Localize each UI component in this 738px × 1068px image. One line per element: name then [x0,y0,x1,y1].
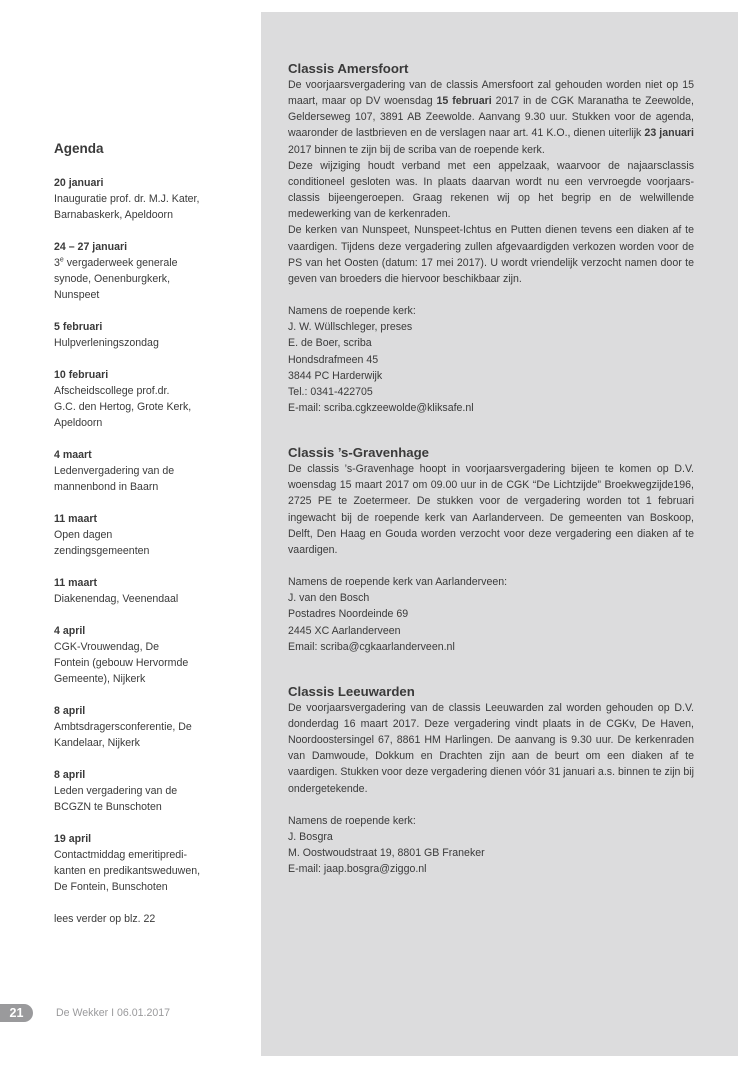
paragraph-text: 2017 binnen te zijn bij de scriba van de roepende kerk. [288,143,545,156]
section-paragraph: De voorjaarsvergadering van de classis Leeuwarden zal worden gehouden op D.V. donderdag 16 maart 2017. Deze vergadering vindt plaats in de CGKv, De Haven, Noordoostersingel 67, 8861 HM Harlingen. De aanvang is 9.30 uur. De kerkenraden van Damwoude, Dokkum en Drachten zijn aan de beurt om een diaken af te vaardigen. Stukken voor deze vergadering dienen vóór 31 januari a.s. binnen te zijn bij ondergetekende. [288,701,694,795]
agenda-date: 5 februari [54,321,103,333]
signature-block [288,303,694,416]
agenda-description: Apeldoorn [54,417,103,429]
agenda-description [54,255,254,271]
section-paragraph: De kerken van Nunspeet, Nunspeet-Ichtus en Putten dienen tevens een diaken af te vaardigen. Tijdens deze vergadering zullen afgevaardigden verkozen worden voor de PS van het Oosten (datum: 17 mei 2017). U wordt vriendelijk verzocht namen door te geven van broeders die hiervoor beschikbaar zijn. [288,224,694,285]
page-footer [0,1002,260,1024]
section-title: Classis Leeuwarden [288,683,415,699]
agenda-item [54,319,254,351]
agenda-item [54,623,254,687]
agenda-title: Agenda [54,141,104,156]
agenda-description: Hulpverleningszondag [54,337,159,349]
classis-gravenhage-section [288,444,694,655]
signature-email: Email: scriba@cgkaarlanderveen.nl [288,640,455,653]
section-paragraph [288,77,694,158]
agenda-date: 11 maart [54,513,97,525]
signature-line: 2445 XC Aarlanderveen [288,624,401,637]
section-title: Classis Amersfoort [288,61,409,76]
agenda-item [54,175,254,223]
agenda-item [54,575,254,607]
signature-block [288,813,694,878]
agenda-date: 24 – 27 januari [54,241,128,253]
signature-block [288,574,694,655]
agenda-ordinal-suffix: e [59,256,64,264]
agenda-item [54,831,254,895]
continued-note: lees verder op blz. 22 [54,913,156,925]
signature-email: E-mail: scriba.cgkzeewolde@kliksafe.nl [288,401,474,414]
agenda-item [54,703,254,751]
agenda-date: 8 april [54,705,86,717]
agenda-date: 19 april [54,833,92,845]
agenda-description: Ambtsdragersconferentie, De [54,721,192,733]
agenda-description: De Fontein, Bunschoten [54,881,168,893]
signature-line: Namens de roepende kerk: [288,814,416,827]
signature-line: Tel.: 0341-422705 [288,385,373,398]
signature-line: Namens de roepende kerk: [288,305,416,318]
paragraph-text: De voorjaarsvergadering van de classis Amersfoort zal gehouden worden niet op 15 maart, maar op DV woensdag [288,79,694,108]
agenda-description: Inauguratie prof. dr. M.J. Kater, [54,193,200,205]
signature-line: E. de Boer, scriba [288,337,372,350]
signature-line: Namens de roepende kerk van Aarlanderveen: [288,576,508,589]
agenda-description-rest: vergaderweek generale [63,257,178,269]
signature-line: J. van den Bosch [288,592,370,605]
signature-line: 3844 PC Harderwijk [288,369,383,382]
agenda-description: kanten en predikantsweduwen, [54,865,201,877]
agenda-item [54,767,254,815]
agenda-description: BCGZN te Bunschoten [54,801,162,813]
classis-leeuwarden-section [288,683,694,878]
classis-amersfoort-section [288,60,694,416]
agenda-description: Open dagen [54,529,113,541]
agenda-description: Contactmiddag emeritipredi- [54,849,188,861]
paragraph-text: 2017 in de CGK Maranatha te Zeewolde, Gelderseweg 107, 3891 AB Zeewolde. Aanvang 9.30 uur. Stukken voor de agenda, waaronder de lastbrieven en de verslagen naar art. 41 K.O., dienen uiterlijk [288,95,694,140]
section-paragraph: Deze wijziging houdt verband met een appelzaak, waarvoor de najaarsclassis conditioneel gesloten was. In plaats daarvan wordt nu een vervroegde voorjaars-classis bijeengeroepen. Graag rekenen wij op het begrip en de welwillende medewerking van de kerkenraden. [288,159,694,221]
agenda-description: synode, Oenenburgkerk, [54,273,171,285]
agenda-description: Nunspeet [54,289,100,301]
agenda-ordinal: 3 [54,257,60,269]
signature-line: Postadres Noordeinde 69 [288,608,409,621]
bold-date: 15 februari [436,95,492,108]
agenda-item [54,511,254,559]
agenda-date: 8 april [54,769,86,781]
agenda-description: zendingsgemeenten [54,545,150,557]
agenda-description: Kandelaar, Nijkerk [54,737,140,749]
agenda-description: Afscheidscollege prof.dr. [54,385,170,397]
agenda-description: mannenbond in Baarn [54,481,159,493]
agenda-date: 20 januari [54,177,104,189]
section-title: Classis ’s-Gravenhage [288,445,429,461]
signature-email: E-mail: jaap.bosgra@ziggo.nl [288,863,427,876]
page-number-badge: 21 [0,1004,33,1022]
publication-info: De Wekker I 06.01.2017 [56,1007,171,1019]
agenda-date: 10 februari [54,369,109,381]
signature-line: M. Oostwoudstraat 19, 8801 GB Franeker [288,847,485,860]
agenda-date: 4 maart [54,449,92,461]
agenda-date: 11 maart [54,577,97,589]
agenda-column [54,140,254,927]
agenda-description: Leden vergadering van de [54,785,178,797]
agenda-description: CGK-Vrouwendag, De [54,641,160,653]
main-column [288,60,694,905]
agenda-description: G.C. den Hertog, Grote Kerk, [54,401,192,413]
agenda-item [54,367,254,431]
bold-date: 23 januari [644,127,694,140]
agenda-description: Diakenendag, Veenendaal [54,593,179,605]
signature-line: Hondsdrafmeen 45 [288,353,379,366]
agenda-description: Barnabaskerk, Apeldoorn [54,209,173,221]
agenda-item [54,239,254,303]
signature-line: J. Bosgra [288,830,333,843]
agenda-description: Fontein (gebouw Hervormde [54,657,189,669]
agenda-description: Ledenvergadering van de [54,465,175,477]
section-paragraph: De classis ’s-Gravenhage hoopt in voorjaarsvergadering bijeen te komen op D.V. woensdag 15 maart 2017 om 09.00 uur in de CGK “De Lichtzijde” Broekwegzijde196, 2725 PE te Zoetermeer. De stukken voor de vergadering worden tot 1 februari ingewacht bij de roepende kerk van Aarlanderveen. De gemeenten van Boskoop, Delft, Den Haag en Gouda worden verzocht voor deze vergadering een diaken af te vaardigen. [288,463,694,556]
signature-line: J. W. Wüllschleger, preses [288,321,413,334]
agenda-date: 4 april [54,625,86,637]
agenda-item [54,447,254,495]
agenda-description: Gemeente), Nijkerk [54,673,146,685]
